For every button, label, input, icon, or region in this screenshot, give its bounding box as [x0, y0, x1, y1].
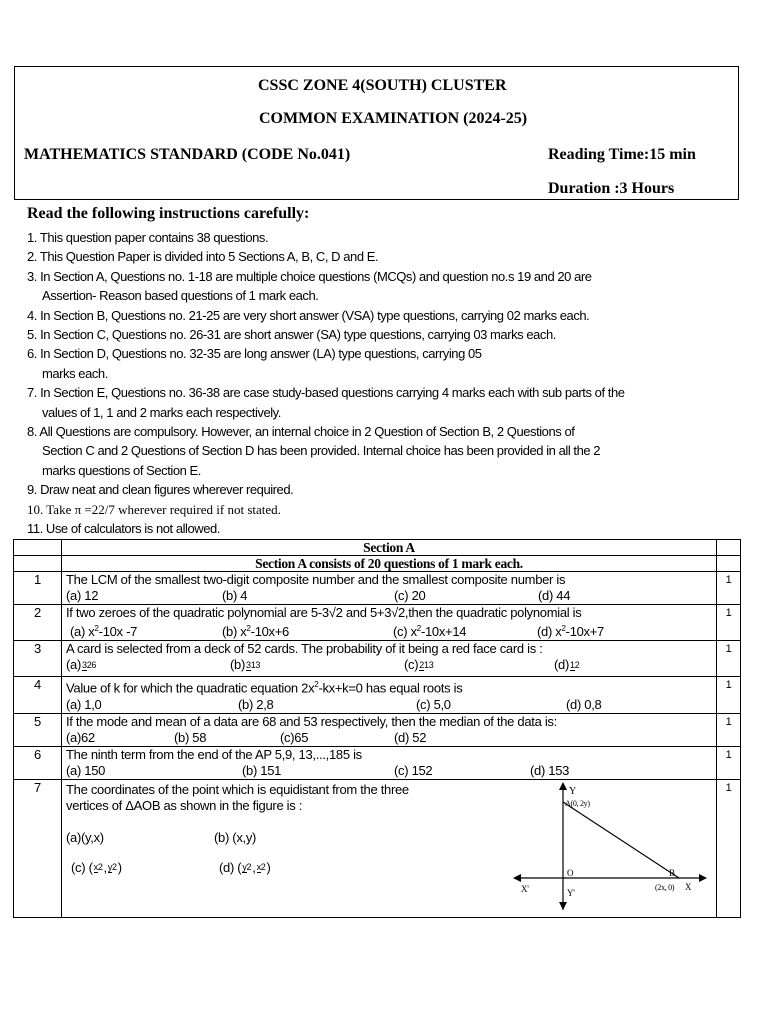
subject-title: MATHEMATICS STANDARD (CODE No.041): [24, 146, 351, 163]
numerator: x: [256, 862, 261, 873]
exponent: 2: [314, 680, 319, 690]
question-marks: 1: [717, 605, 741, 641]
option-label: (d): [554, 657, 569, 673]
option-text: -10x -7: [98, 624, 138, 640]
option-a: (a)(y,x): [66, 829, 104, 845]
options: [66, 763, 712, 779]
denominator: 2: [112, 862, 117, 873]
section-header-cell: [62, 540, 717, 556]
option-text: -10x+7: [565, 624, 604, 640]
question-text-part: -kx+k=0 has equal roots is: [318, 680, 463, 696]
option-c: (c)65: [280, 729, 309, 745]
question-number: 4: [14, 677, 62, 713]
sqrt-two: √2: [328, 605, 343, 620]
triangle-figure: [507, 782, 717, 916]
fraction: [419, 661, 433, 671]
instruction-5: 5. In Section C, Questions no. 26-31 are short answer (SA) type questions, carrying 03 marks each.: [27, 327, 556, 343]
question-text: [66, 677, 712, 696]
question-row: [14, 746, 741, 779]
option-a: [66, 657, 230, 673]
instruction-3-cont: Assertion- Reason based questions of 1 mark each.: [42, 288, 319, 304]
question-body: [62, 677, 717, 713]
option-a: [70, 621, 222, 640]
point-b-coord: (2x, 0): [655, 882, 675, 892]
option-d: (d) 0,8: [566, 696, 602, 712]
hypotenuse-ab: [563, 802, 679, 878]
option-b: (b) 2,8: [238, 696, 274, 712]
option-label: (a): [66, 657, 81, 673]
section-subtitle-row: [14, 556, 741, 572]
blank-cell: [14, 540, 62, 556]
options: [66, 657, 712, 673]
fraction: [257, 863, 266, 873]
option-label: (d): [219, 859, 234, 875]
denominator: 2: [97, 862, 103, 873]
question-text: If the mode and mean of a data are 68 and 53 respectively, then the median of the data is:: [66, 713, 557, 729]
instructions-title: Read the following instructions carefully:: [27, 205, 310, 222]
option-text: (d) x: [537, 624, 562, 640]
option-a: (a) 150: [66, 762, 106, 778]
question-marks: 1: [717, 641, 741, 677]
questions-table: [13, 539, 741, 918]
exponent: 2: [94, 624, 99, 633]
question-marks: 1: [717, 572, 741, 605]
question-number: 7: [14, 779, 62, 917]
option-d: [537, 621, 604, 640]
question-marks: 1: [717, 713, 741, 746]
option-b: (b) 58: [174, 729, 207, 745]
question-body: [62, 605, 717, 641]
denominator: 2: [260, 862, 266, 873]
option-label: (b): [230, 657, 245, 673]
instruction-8-cont-2: marks questions of Section E.: [42, 462, 201, 478]
question-text-part: and 5+3: [342, 605, 392, 620]
question-text: The ninth term from the end of the AP 5,9, 13,...,185 is: [66, 746, 362, 762]
instruction-4: 4. In Section B, Questions no. 21-25 are very short answer (VSA) type questions, carrying 02 marks each.: [27, 307, 590, 323]
fraction: [570, 661, 579, 671]
question-body: [62, 572, 717, 605]
instructions-list: [27, 228, 739, 539]
point-b-label: B: [669, 867, 675, 878]
option-b: (b) 151: [242, 762, 282, 778]
arrow-down-icon: [559, 902, 567, 910]
numerator: 2: [419, 659, 424, 670]
arrow-up-icon: [559, 782, 567, 790]
exponent: 2: [561, 624, 566, 633]
numerator: 3: [246, 659, 251, 670]
option-c: [404, 657, 554, 673]
option-c: (c) 152: [394, 762, 433, 778]
origin-label: O: [567, 867, 574, 878]
y-label: Y: [569, 785, 576, 797]
option-d: (d) 44: [538, 588, 571, 603]
question-text: [66, 605, 712, 621]
option-d: [554, 657, 580, 673]
denominator: 2: [246, 862, 252, 873]
question-text-cont: vertices of ΔAOB as shown in the figure is :: [66, 797, 303, 813]
question-body: [62, 641, 717, 677]
arrow-right-icon: [699, 874, 707, 882]
question-text: The coordinates of the point which is equidistant from the three: [66, 781, 409, 797]
exam-title: COMMON EXAMINATION (2024-25): [259, 110, 528, 127]
section-subtitle-cell: [62, 556, 717, 572]
instruction-7: 7. In Section E, Questions no. 36-38 are case study-based questions carrying 4 marks each with sub parts of the: [27, 385, 625, 401]
x-label: X: [685, 881, 692, 892]
question-row: [14, 572, 741, 605]
option-d: (d) (y2,x2): [219, 859, 271, 875]
fraction: [82, 661, 96, 671]
options: [66, 588, 712, 604]
option-text: (a) x: [70, 624, 95, 640]
exam-cluster-title: CSSC ZONE 4(SOUTH) CLUSTER: [258, 77, 507, 94]
instruction-6-cont: marks each.: [42, 365, 108, 381]
instruction-10: 10. Take π =22/7 wherever required if not stated.: [27, 501, 281, 517]
numerator: x: [93, 862, 98, 873]
denominator: 2: [574, 659, 580, 670]
exponent: 2: [246, 624, 251, 633]
option-label: (c): [71, 859, 86, 875]
options: [66, 697, 712, 713]
option-c: [393, 621, 537, 640]
option-b: [222, 621, 393, 640]
question-body: [62, 746, 717, 779]
options: [66, 730, 712, 746]
reading-time: Reading Time:15 min: [548, 146, 696, 163]
exponent: 2: [416, 624, 421, 633]
question-marks: 1: [717, 746, 741, 779]
question-row: [14, 677, 741, 713]
arrow-left-icon: [513, 874, 521, 882]
question-marks: 1: [717, 779, 741, 917]
question-number: 2: [14, 605, 62, 641]
question-text: A card is selected from a deck of 52 cards. The probability of it being a red face card is :: [66, 641, 543, 657]
option-text: -10x+6: [250, 624, 289, 640]
denominator: 13: [423, 659, 434, 670]
fraction: [246, 661, 260, 671]
instruction-3: 3. In Section A, Questions no. 1-18 are multiple choice questions (MCQs) and question no.s 19 and 20 are: [27, 268, 592, 284]
numerator: 3: [82, 659, 87, 670]
question-number: 3: [14, 641, 62, 677]
question-number: 6: [14, 746, 62, 779]
options: [66, 621, 712, 640]
y-prime-label: Y': [567, 887, 575, 898]
denominator: 26: [86, 659, 97, 670]
option-b: [230, 657, 404, 673]
question-text: The LCM of the smallest two-digit composite number and the smallest composite number is: [66, 572, 566, 587]
section-subtitle: Section A consists of 20 questions of 1 mark each.: [255, 556, 523, 571]
point-a-label: A(0, 2y): [565, 798, 590, 808]
fraction: [242, 863, 251, 873]
question-number: 1: [14, 572, 62, 605]
section-title: Section A: [363, 540, 415, 555]
question-number: 5: [14, 713, 62, 746]
instruction-8: 8. All Questions are compulsory. However, an internal choice in 2 Question of Section B, 2 Questions of: [27, 424, 575, 440]
instruction-8-cont-1: Section C and 2 Questions of Section D has been provided. Internal choice has been provided in all the 2: [42, 443, 601, 459]
question-text-part: ,then the quadratic polynomial is: [404, 605, 582, 620]
duration: Duration :3 Hours: [548, 180, 675, 197]
question-row: [14, 713, 741, 746]
numerator: 1: [570, 659, 575, 670]
blank-cell: [717, 540, 741, 556]
instruction-6: 6. In Section D, Questions no. 32-35 are long answer (LA) type questions, carrying 05: [27, 346, 482, 362]
instruction-9: 9. Draw neat and clean figures wherever required.: [27, 482, 294, 498]
question-row: [14, 779, 741, 917]
question-body: [62, 779, 717, 917]
option-c: (c) (x2,y2): [71, 859, 122, 875]
option-text: (b) x: [222, 624, 247, 640]
question-row: [14, 641, 741, 677]
option-b: (b) (x,y): [214, 829, 257, 845]
instruction-1: 1. This question paper contains 38 questions.: [27, 230, 269, 245]
option-text: -10x+14: [420, 624, 467, 640]
option-text: (c) x: [393, 624, 417, 640]
fraction: [94, 863, 103, 873]
option-a: (a) 12: [66, 588, 99, 603]
question-body: [62, 713, 717, 746]
option-b: (b) 4: [222, 588, 248, 603]
option-a: (a) 1,0: [66, 696, 102, 712]
blank-cell: [717, 556, 741, 572]
option-d: (d) 153: [530, 762, 570, 778]
fraction: [108, 863, 117, 873]
x-prime-label: X': [521, 883, 529, 894]
numerator: y: [242, 862, 247, 873]
option-label: (c): [404, 657, 419, 673]
instruction-7-cont: values of 1, 1 and 2 marks each respectively.: [42, 404, 281, 420]
question-text-part: Value of k for which the quadratic equation 2x: [66, 680, 315, 696]
denominator: 13: [250, 659, 261, 670]
question-marks: 1: [717, 677, 741, 713]
option-c: (c) 20: [394, 588, 426, 603]
option-a: (a)62: [66, 729, 95, 745]
option-d: (d) 52: [394, 729, 427, 745]
numerator: y: [107, 862, 113, 873]
section-header-row: [14, 540, 741, 556]
instruction-2: 2. This Question Paper is divided into 5 Sections A, B, C, D and E.: [27, 249, 379, 265]
blank-cell: [14, 556, 62, 572]
instruction-11: 11. Use of calculators is not allowed.: [27, 521, 220, 537]
question-row: [14, 605, 741, 641]
sqrt-two: √2: [391, 605, 405, 620]
option-c: (c) 5,0: [416, 696, 451, 712]
question-text-part: If two zeroes of the quadratic polynomial are 5-3: [66, 605, 329, 620]
